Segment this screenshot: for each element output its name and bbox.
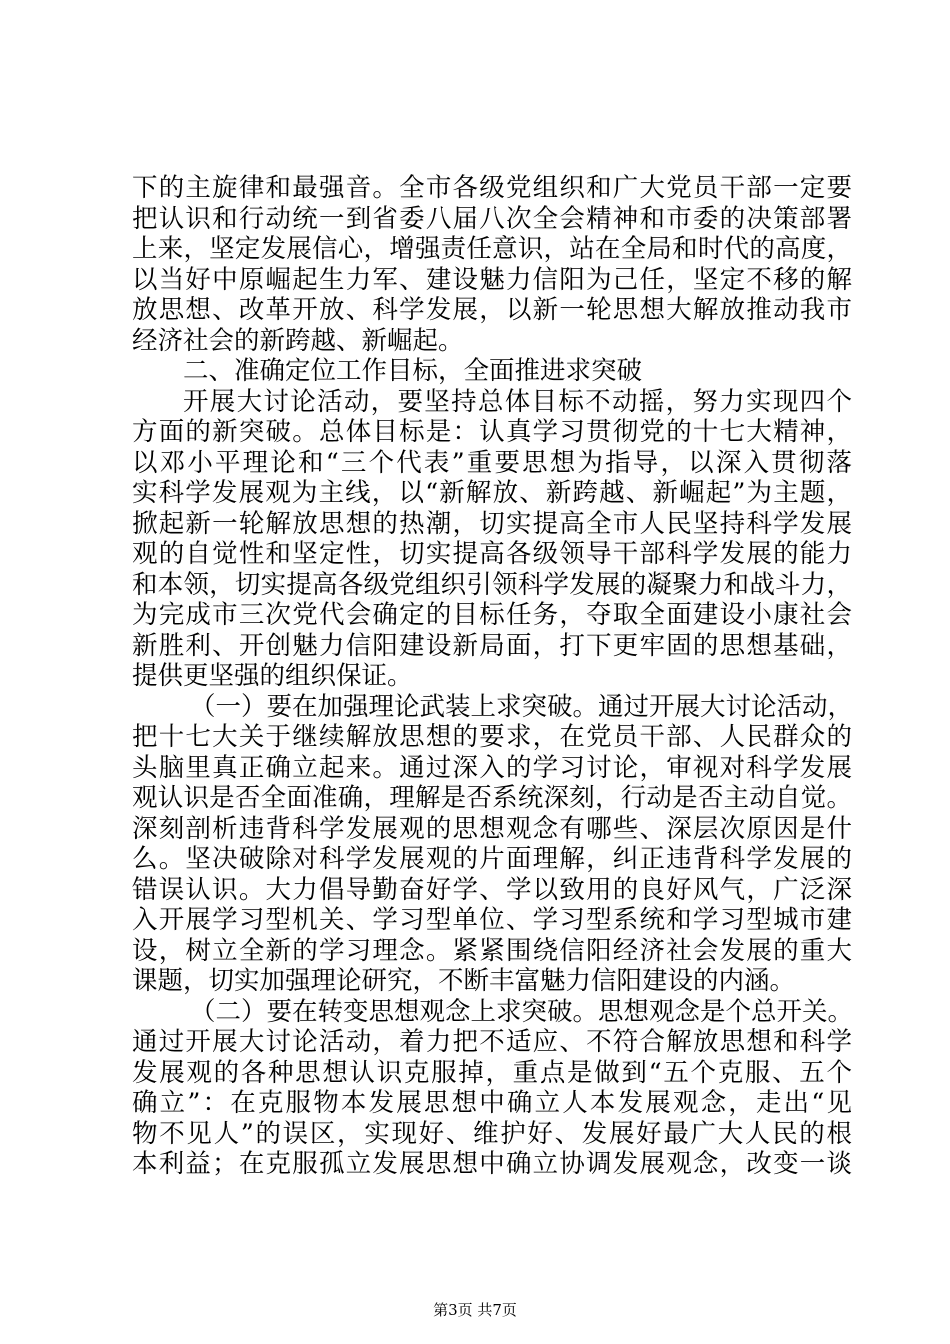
text-line: 经济社会的新跨越、新崛起。 bbox=[132, 325, 464, 356]
text-line: 么。坚决破除对科学发展观的片面理解，纠正违背科学发展的 bbox=[132, 844, 852, 874]
text-line: 以邓小平理论和“三个代表”重要思想为指导，以深入贯彻落 bbox=[132, 447, 852, 478]
text-line: 观的自觉性和坚定性，切实提高各级领导干部科学发展的能力 bbox=[132, 539, 852, 569]
text-line: 开展大讨论活动，要坚持总体目标不动摇，努力实现四个 bbox=[183, 386, 852, 417]
text-line: 发展观的各种思想认识克服掉，重点是做到“五个克服、五个 bbox=[132, 1057, 852, 1088]
text-line: 上来，坚定发展信心，增强责任意识，站在全局和时代的高度， bbox=[132, 234, 852, 264]
subsection-heading: （一）要在加强理论武装上求突破。通过开展大讨论活动， bbox=[190, 691, 854, 722]
text-line: 设，树立全新的学习理念。紧紧围绕信阳经济社会发展的重大 bbox=[132, 935, 852, 966]
text-line: 观认识是否全面准确，理解是否系统深刻，行动是否主动自觉。 bbox=[132, 783, 852, 813]
text-line: 把十七大关于继续解放思想的要求，在党员干部、人民群众的 bbox=[132, 722, 852, 752]
text-line: 头脑里真正确立起来。通过深入的学习讨论，审视对科学发展 bbox=[132, 752, 852, 783]
text-line: 错误认识。大力倡导勤奋好学、学以致用的良好风气，广泛深 bbox=[132, 874, 852, 905]
section-heading: 二、准确定位工作目标，全面推进求突破 bbox=[183, 356, 643, 386]
text-line: 为完成市三次党代会确定的目标任务，夺取全面建设小康社会 bbox=[132, 600, 852, 630]
text-line: 把认识和行动统一到省委八届八次全会精神和市委的决策部署 bbox=[132, 203, 852, 234]
text-line: 深刻剖析违背科学发展观的思想观念有哪些、深层次原因是什 bbox=[132, 813, 852, 844]
text-line: 提供更坚强的组织保证。 bbox=[132, 661, 413, 691]
text-line: 新胜利、开创魅力信阳建设新局面，打下更牢固的思想基础， bbox=[132, 630, 852, 661]
text-line: 以当好中原崛起生力军、建设魅力信阳为己任，坚定不移的解 bbox=[132, 264, 852, 295]
text-line: 方面的新突破。总体目标是：认真学习贯彻党的十七大精神， bbox=[132, 417, 852, 447]
document-body bbox=[132, 173, 852, 1180]
text-line: 放思想、改革开放、科学发展，以新一轮思想大解放推动我市 bbox=[132, 295, 852, 325]
text-line: 本利益；在克服孤立发展思想中确立协调发展观念，改变一谈 bbox=[132, 1149, 852, 1179]
text-line: 入开展学习型机关、学习型单位、学习型系统和学习型城市建 bbox=[132, 905, 852, 935]
text-line: 掀起新一轮解放思想的热潮，切实提高全市人民坚持科学发展 bbox=[132, 508, 852, 539]
text-line: 确立”：在克服物本发展思想中确立人本发展观念，走出“见 bbox=[132, 1088, 852, 1118]
text-line: 物不见人”的误区，实现好、维护好、发展好最广大人民的根 bbox=[132, 1118, 852, 1149]
text-line: 实科学发展观为主线，以“新解放、新跨越、新崛起”为主题， bbox=[132, 478, 852, 508]
page-number: 第3页 共7页 bbox=[433, 1301, 517, 1319]
subsection-heading: （二）要在转变思想观念上求突破。思想观念是个总开关。 bbox=[190, 996, 854, 1027]
text-line: 下的主旋律和最强音。全市各级党组织和广大党员干部一定要 bbox=[132, 173, 852, 203]
text-line: 课题，切实加强理论研究，不断丰富魅力信阳建设的内涵。 bbox=[132, 966, 796, 996]
text-line: 通过开展大讨论活动，着力把不适应、不符合解放思想和科学 bbox=[132, 1027, 852, 1057]
text-line: 和本领，切实提高各级党组织引领科学发展的凝聚力和战斗力， bbox=[132, 569, 852, 600]
